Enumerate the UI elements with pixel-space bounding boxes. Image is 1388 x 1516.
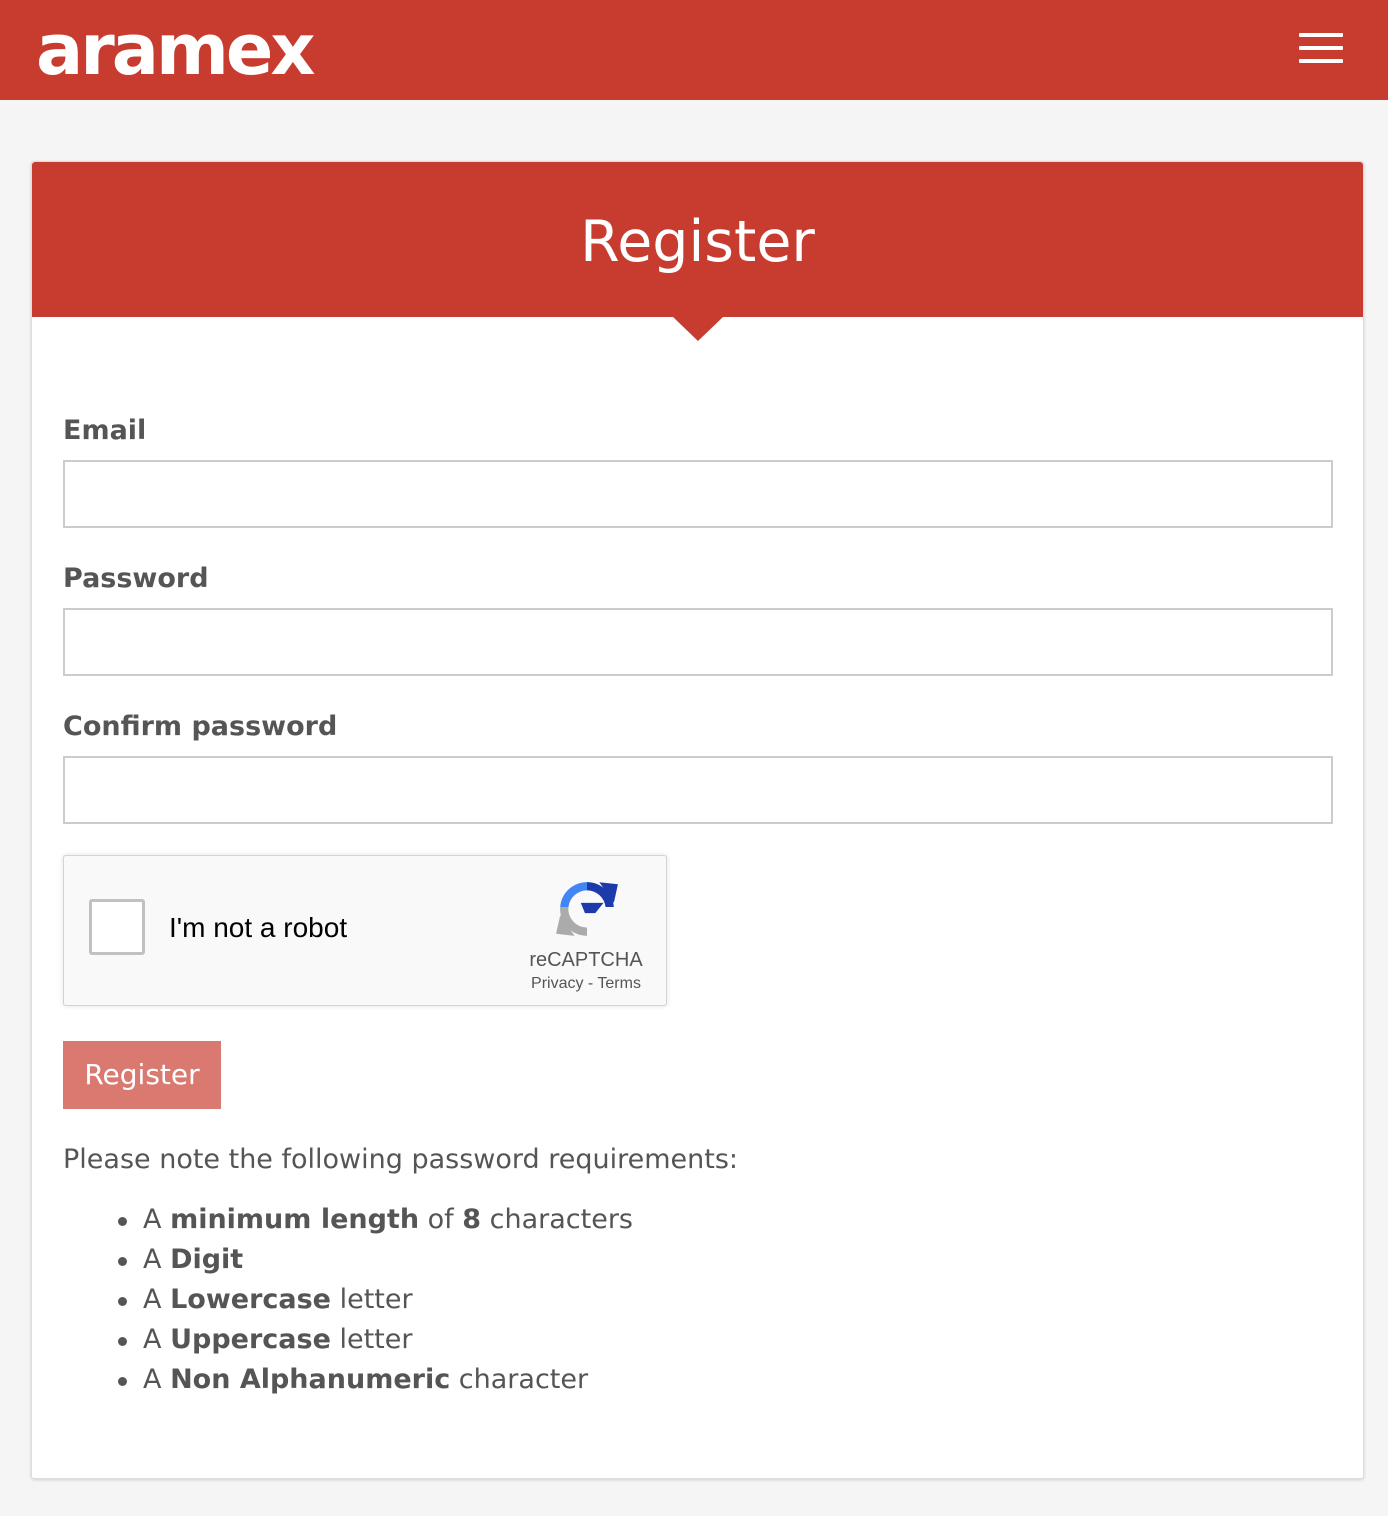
requirement-item [63,1360,633,1400]
aramex-logo[interactable]: aramex [36,9,313,91]
requirement-prefix: A [143,1204,171,1235]
requirement-strong: minimum length [170,1204,420,1235]
confirm-password-label: Confirm password [63,711,338,742]
recaptcha-privacy-link[interactable]: Privacy [531,975,584,992]
requirement-suffix: character [450,1364,589,1395]
requirement-item [63,1200,633,1240]
email-field[interactable] [63,460,1333,528]
register-button[interactable]: Register [63,1041,221,1109]
recaptcha-logo-icon [554,876,620,942]
confirm-password-field[interactable] [63,756,1333,824]
email-label: Email [63,415,147,446]
requirement-prefix: A [143,1284,171,1315]
requirement-suffix: letter [331,1284,413,1315]
password-requirements-list [63,1200,633,1400]
requirement-item [63,1240,633,1280]
password-field[interactable] [63,608,1333,676]
requirement-strong-number: 8 [462,1204,482,1235]
requirement-suffix: letter [330,1324,413,1355]
register-card-header [32,162,1363,317]
recaptcha-terms-link[interactable]: Terms [597,975,641,992]
requirement-item [63,1280,633,1320]
requirement-prefix: A [143,1364,171,1395]
requirement-prefix: A [143,1324,171,1355]
header-pointer-arrow [673,317,723,341]
password-label: Password [63,563,209,594]
recaptcha-link-separator: - [583,975,598,992]
password-requirements-intro: Please note the following password requirements: [63,1144,738,1175]
requirement-strong: Lowercase [170,1284,331,1315]
top-navbar [0,0,1388,100]
recaptcha-brand: reCAPTCHA [529,949,643,971]
requirement-strong: Uppercase [170,1324,331,1355]
requirement-middle: of [419,1204,463,1235]
recaptcha-label: I'm not a robot [169,912,348,943]
requirement-item [63,1320,633,1360]
page-title: Register [580,209,815,275]
recaptcha-widget [63,855,667,1006]
recaptcha-links [504,974,668,994]
recaptcha-checkbox[interactable] [89,899,145,955]
requirement-strong: Non Alphanumeric [170,1364,451,1395]
requirement-strong: Digit [170,1244,244,1275]
register-card [31,161,1364,1479]
hamburger-menu-icon[interactable] [1296,30,1346,66]
requirement-prefix: A [143,1244,171,1275]
requirement-suffix: characters [481,1204,634,1235]
